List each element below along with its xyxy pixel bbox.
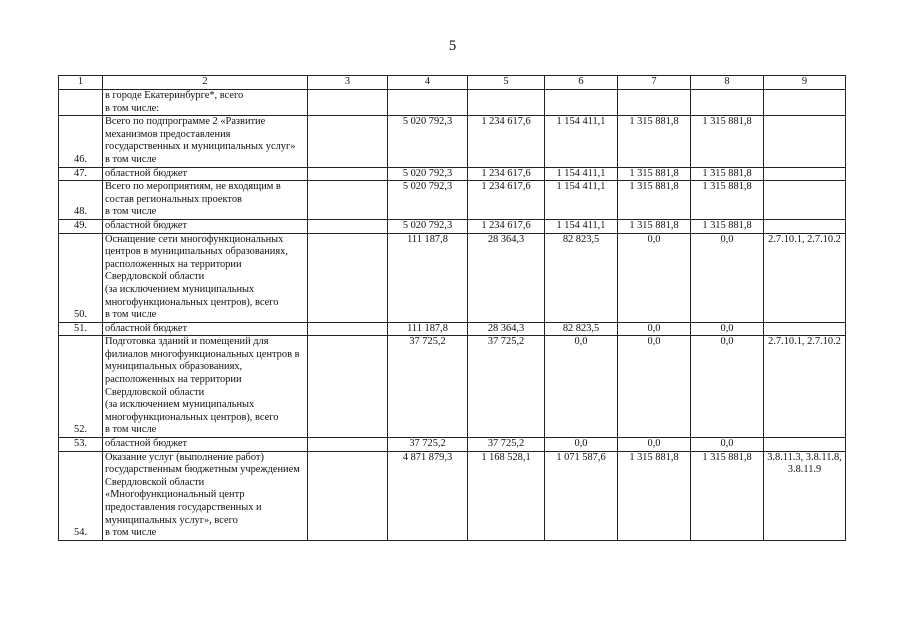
row-col-8: 0,0 (691, 322, 764, 336)
column-header: 4 (388, 76, 468, 90)
row-col-3 (308, 233, 388, 322)
row-codes (764, 167, 846, 181)
row-col-7: 0,0 (618, 438, 691, 452)
row-codes (764, 438, 846, 452)
column-header: 1 (59, 76, 103, 90)
column-header: 6 (545, 76, 618, 90)
row-name: Всего по мероприятиям, не входящим в состав региональных проектов в том числе (103, 181, 308, 220)
row-col-3 (308, 167, 388, 181)
table-row (59, 451, 846, 540)
row-name: Всего по подпрограмме 2 «Развитие механизмов предоставления государственных и муниципальных услуг» в том числе (103, 116, 308, 167)
row-number: 51. (59, 322, 103, 336)
row-col-8: 1 315 881,8 (691, 181, 764, 220)
row-codes (764, 181, 846, 220)
row-col-4: 5 020 792,3 (388, 116, 468, 167)
header-row (59, 76, 846, 90)
table-row (59, 219, 846, 233)
row-col-3 (308, 181, 388, 220)
table-row (59, 167, 846, 181)
row-codes (764, 116, 846, 167)
row-col-7: 0,0 (618, 322, 691, 336)
table-row (59, 116, 846, 167)
row-col-7: 0,0 (618, 336, 691, 438)
row-number: 49. (59, 219, 103, 233)
row-name: Подготовка зданий и помещений для филиалов многофункциональных центров в муниципальных образованиях, расположенных на территории Свердловской области (за исключением муниципальных многофункциональных центров), всего в том числе (103, 336, 308, 438)
row-col-8: 1 315 881,8 (691, 167, 764, 181)
table-row (59, 336, 846, 438)
table-row (59, 322, 846, 336)
row-col-7: 1 315 881,8 (618, 181, 691, 220)
table-row (59, 181, 846, 220)
row-col-3 (308, 116, 388, 167)
row-codes: 2.7.10.1, 2.7.10.2 (764, 336, 846, 438)
budget-table (58, 75, 846, 541)
row-name: областной бюджет (103, 219, 308, 233)
row-col-6: 1 154 411,1 (545, 116, 618, 167)
row-col-7: 0,0 (618, 233, 691, 322)
row-number: 47. (59, 167, 103, 181)
row-col-6: 1 154 411,1 (545, 181, 618, 220)
row-col-5: 1 234 617,6 (468, 116, 545, 167)
row-col-3 (308, 451, 388, 540)
row-col-6: 82 823,5 (545, 322, 618, 336)
row-col-6: 0,0 (545, 438, 618, 452)
row-col-6: 0,0 (545, 336, 618, 438)
row-col-4: 4 871 879,3 (388, 451, 468, 540)
table-body (59, 90, 846, 541)
row-col-4: 5 020 792,3 (388, 167, 468, 181)
row-col-6 (545, 90, 618, 116)
row-col-8 (691, 90, 764, 116)
row-col-4: 5 020 792,3 (388, 181, 468, 220)
row-col-4: 111 187,8 (388, 322, 468, 336)
row-col-4 (388, 90, 468, 116)
row-name: Оказание услуг (выполнение работ) государственным бюджетным учреждением Свердловской области «Многофункциональный центр предоставления государственных и муниципальных услуг», всего в том числе (103, 451, 308, 540)
column-header: 8 (691, 76, 764, 90)
row-col-4: 5 020 792,3 (388, 219, 468, 233)
row-col-7: 1 315 881,8 (618, 451, 691, 540)
row-col-8: 1 315 881,8 (691, 116, 764, 167)
row-codes: 2.7.10.1, 2.7.10.2 (764, 233, 846, 322)
column-header: 5 (468, 76, 545, 90)
row-col-8: 1 315 881,8 (691, 219, 764, 233)
page-number: 5 (448, 38, 457, 54)
row-col-4: 111 187,8 (388, 233, 468, 322)
row-col-4: 37 725,2 (388, 336, 468, 438)
row-col-5: 37 725,2 (468, 438, 545, 452)
row-col-5 (468, 90, 545, 116)
row-number: 46. (59, 116, 103, 167)
row-col-5: 1 234 617,6 (468, 219, 545, 233)
row-name: областной бюджет (103, 322, 308, 336)
row-codes (764, 90, 846, 116)
table-row (59, 233, 846, 322)
row-name: областной бюджет (103, 438, 308, 452)
row-col-3 (308, 438, 388, 452)
table-row (59, 90, 846, 116)
column-header: 7 (618, 76, 691, 90)
row-name: областной бюджет (103, 167, 308, 181)
row-col-6: 1 154 411,1 (545, 219, 618, 233)
row-col-8: 1 315 881,8 (691, 451, 764, 540)
row-codes (764, 322, 846, 336)
row-col-8: 0,0 (691, 438, 764, 452)
row-col-5: 37 725,2 (468, 336, 545, 438)
column-header: 2 (103, 76, 308, 90)
row-col-6: 82 823,5 (545, 233, 618, 322)
row-col-5: 28 364,3 (468, 322, 545, 336)
row-col-7: 1 315 881,8 (618, 167, 691, 181)
row-name: Оснащение сети многофункциональных центров в муниципальных образованиях, расположенных на территории Свердловской области (за исключением муниципальных многофункциональных центров), всего в том числе (103, 233, 308, 322)
row-col-4: 37 725,2 (388, 438, 468, 452)
row-col-8: 0,0 (691, 336, 764, 438)
row-col-8: 0,0 (691, 233, 764, 322)
row-col-6: 1 154 411,1 (545, 167, 618, 181)
row-col-3 (308, 219, 388, 233)
row-codes: 3.8.11.3, 3.8.11.8, 3.8.11.9 (764, 451, 846, 540)
row-number: 54. (59, 451, 103, 540)
row-col-3 (308, 336, 388, 438)
table-row (59, 438, 846, 452)
row-col-3 (308, 90, 388, 116)
row-col-5: 28 364,3 (468, 233, 545, 322)
row-number (59, 90, 103, 116)
row-col-7: 1 315 881,8 (618, 116, 691, 167)
row-col-7: 1 315 881,8 (618, 219, 691, 233)
row-col-5: 1 234 617,6 (468, 167, 545, 181)
row-col-5: 1 168 528,1 (468, 451, 545, 540)
row-col-7 (618, 90, 691, 116)
row-number: 50. (59, 233, 103, 322)
row-number: 48. (59, 181, 103, 220)
row-codes (764, 219, 846, 233)
column-header: 9 (764, 76, 846, 90)
row-col-5: 1 234 617,6 (468, 181, 545, 220)
row-col-3 (308, 322, 388, 336)
row-col-6: 1 071 587,6 (545, 451, 618, 540)
row-name: в городе Екатеринбурге*, всего в том числе: (103, 90, 308, 116)
row-number: 52. (59, 336, 103, 438)
column-header: 3 (308, 76, 388, 90)
row-number: 53. (59, 438, 103, 452)
